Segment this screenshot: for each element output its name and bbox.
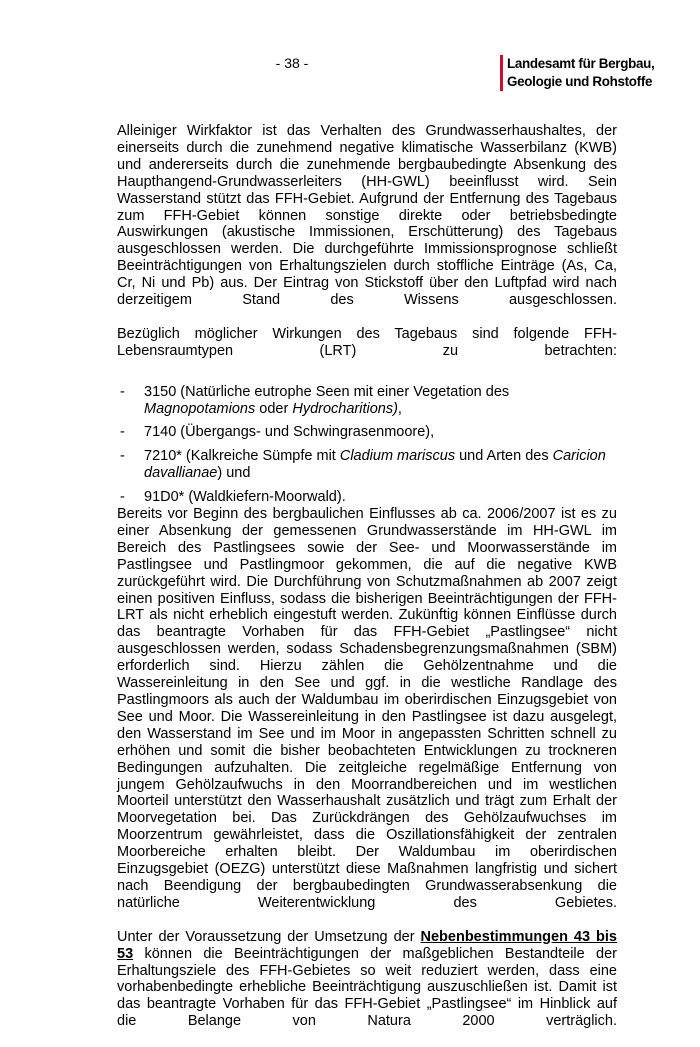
conditions-reference: Nebenbestimmungen 43 bis 53 xyxy=(117,928,618,962)
lrt-species: Magnopotamions xyxy=(144,400,256,417)
lrt-text: 91D0* (Waldkiefern-Moorwald). xyxy=(144,489,346,506)
list-item xyxy=(117,424,617,441)
lrt-text: 7140 (Übergangs- und Schwingrasenmoore), xyxy=(144,424,435,441)
lrt-species: Caricion davallianae xyxy=(144,448,606,482)
list-dash: - xyxy=(120,489,125,506)
lrt-list xyxy=(117,384,617,506)
lrt-text: 3150 (Natürliche eutrophe Seen mit einer Vegetation des xyxy=(144,383,510,400)
paragraph-wirkfaktor: Alleiniger Wirkfaktor ist das Verhalten des Grundwasserhaushaltes, der einerseits durch die zunehmend negative klimatische Wasserbilanz (KWB) und andererseits durch die zunehmende bergbaubedingte Absenkung des Haupthangend-Grundwasserleiters (HH-GWL) beeinflusst wird. Sein Wasserstand stützt das FFH-Gebiet. Aufgrund der Entfernung des Tagebaus zum FFH-Gebiet können sonstige direkte oder betriebsbedingte Auswirkungen (akustische Immissionen, Erschütterung) des Tagebaus ausgeschlossen werden. Die durchgeführte Immissionsprognose schließt Beeinträchtigungen von Erhaltungszielen durch stoffliche Einträge (As, Ca, Cr, Ni und Pb) aus. Der Eintrag von Stickstoff über den Luftpfad wird nach derzeitigem Stand des Wissens ausgeschlossen. xyxy=(117,123,617,309)
lrt-text: 7210* (Kalkreiche Sümpfe mit xyxy=(144,448,340,465)
paragraph-conclusion xyxy=(117,929,617,1047)
document-body xyxy=(117,123,617,1047)
lrt-text: , xyxy=(397,400,402,417)
list-item xyxy=(117,384,617,418)
paragraph-lrt-intro: Bezüglich möglicher Wirkungen des Tagebaus sind folgende FFH-Lebensraumtypen (LRT) zu betrachten: xyxy=(117,325,617,359)
page-number: - 38 - xyxy=(275,55,309,71)
list-dash: - xyxy=(120,448,125,465)
lrt-species: Hydrocharitions) xyxy=(292,400,398,417)
list-dash: - xyxy=(120,424,125,441)
conclusion-text: Unter der Voraussetzung der Umsetzung der xyxy=(117,928,421,945)
lrt-text: ) und xyxy=(217,465,251,482)
organization-name-line1: Landesamt für Bergbau, xyxy=(507,56,655,71)
organization-header xyxy=(500,55,654,91)
lrt-text: oder xyxy=(255,400,293,417)
lrt-text: und Arten des xyxy=(455,448,553,465)
list-dash: - xyxy=(120,383,125,400)
organization-name-line2: Geologie und Rohstoffe xyxy=(507,74,653,89)
lrt-species: Cladium mariscus xyxy=(339,448,456,465)
list-item xyxy=(117,489,617,506)
conclusion-text: können die Beeinträchtigungen der maßgeblichen Bestandteile der Erhaltungsziele des FFH-Gebietes so weit reduziert werden, dass eine vorhabenbedingte erhebliche Beeinträchtigung auszuschließen ist. Damit ist das beantragte Vorhaben für das FFH-Gebiet „Pastlingsee“ im Hinblick auf die Belange von Natura 2000 verträglich. xyxy=(117,945,617,1030)
paragraph-assessment: Bereits vor Beginn des bergbaulichen Einflusses ab ca. 2006/2007 ist es zu einer Absenkung der gemessenen Grundwasserstände im HH-GWL im Bereich des Pastlingsees sowie der See- und Moorwasserstände im Pastlingsee und Pastlingmoor gekommen, die auf die negative KWB zurückgeführt wird. Die Durchführung von Schutzmaßnahmen ab 2007 zeigt einen positiven Einfluss, sodass die bisherigen Beeinträchtigungen der FFH-LRT als nicht erheblich eingestuft werden. Zukünftig können Einflüsse durch das beantragte Vorhaben für das FFH-Gebiet „Pastlingsee“ nicht ausgeschlossen werden, sodass Schadensbegrenzungsmaßnahmen (SBM) erforderlich sind. Hierzu zählen die Gehölzentnahme und die Wassereinleitung in den See und ggf. in die westliche Randlage des Pastlingmoors als auch der Waldumbau im oberirdischen Einzugsgebiet von See und Moor. Die Wassereinleitung in den Pastlingsee ist dazu ausgelegt, den Wasserstand im See und im Moor in angepassten Schritten schnell zu erhöhen und somit die bisher beobachteten Entwicklungen zu trockneren Bedingungen aufzuhalten. Die zeitgleiche regelmäßige Entfernung von jungem Gehölzaufwuchs in den Moorrandbereichen und im westlichen Moorteil unterstützt den Wasserhaushalt zusätzlich und trägt zum Erhalt der Moorvegetation bei. Das Zurückdrängen des Gehölzaufwuchses im Moorzentrum gewährleistet, dass die Oszillationsfähigkeit der zentralen Moorbereiche erhalten bleibt. Der Waldumbau im oberirdischen Einzugsgebiet (OEZG) unterstützt diese Maßnahmen langfristig und sichert nach Beendigung der bergbaubedingten Grundwasserabsenkung die natürliche Weiterentwicklung des Gebietes. xyxy=(117,506,617,911)
list-item xyxy=(117,448,617,482)
